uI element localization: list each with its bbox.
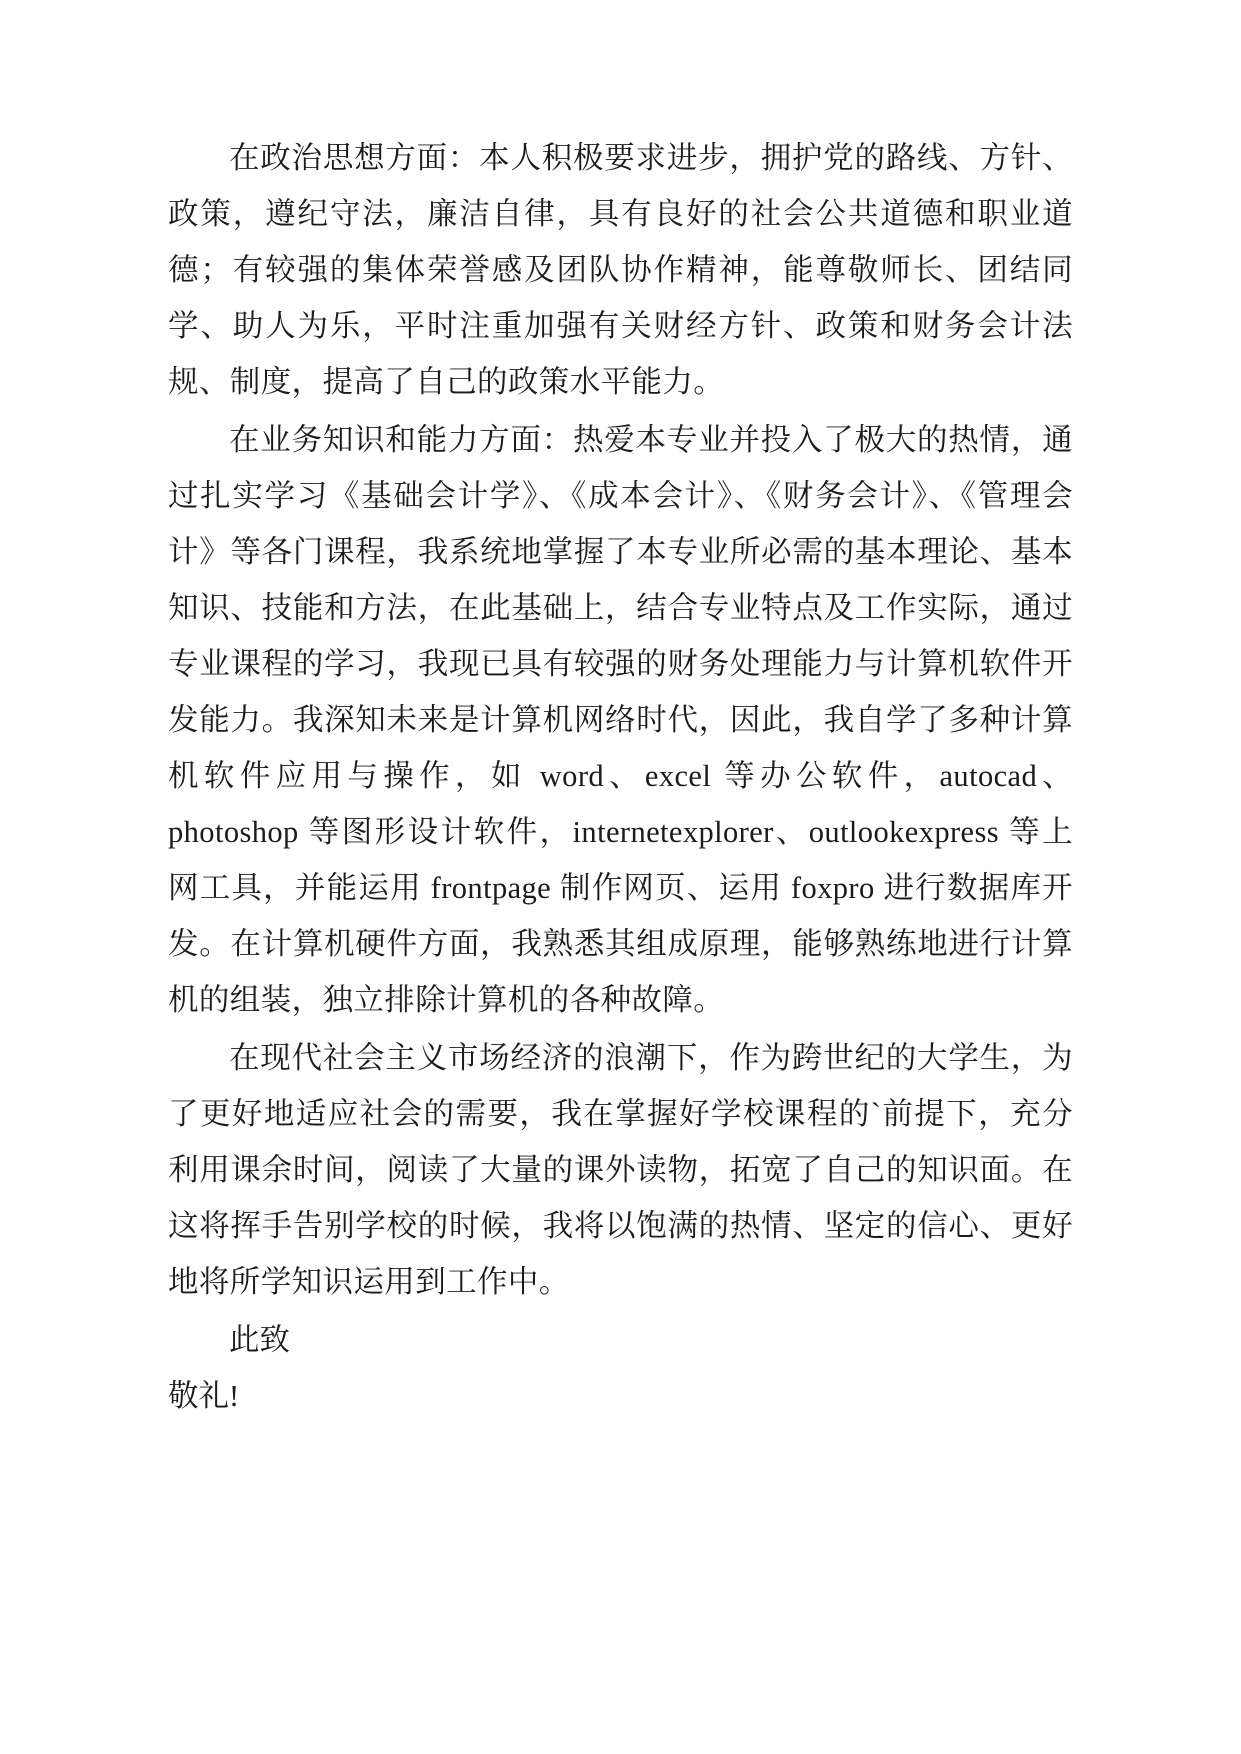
paragraph-social-economy: 在现代社会主义市场经济的浪潮下，作为跨世纪的大学生，为了更好地适应社会的需要，我在掌握好学校课程的`前提下，充分利用课余时间，阅读了大量的课外读物，拓宽了自己的知识面。在这将挥手告别学校的时候，我将以饱满的热情、坚定的信心、更好地将所学知识运用到工作中。 [168,1041,1073,1299]
closing-line-cizhi: 此致 [229,1323,290,1357]
paragraph-professional-knowledge: 在业务知识和能力方面：热爱本专业并投入了极大的热情，通过扎实学习《基础会计学》、《成本会计》、《财务会计》、《管理会计》等各门课程，我系统地掌握了本专业所必需的基本理论、基本知识、技能和方法，在此基础上，结合专业特点及工作实际，通过专业课程的学习，我现已具有较强的财务处理能力与计算机软件开发能力。我深知未来是计算机网络时代，因此，我自学了多种计算机软件应用与操作，如 word、excel 等办公软件，autocad、photoshop 等图形设计软件，internetexplorer、outlookexpress 等上网工具，并能运用 frontpage 制作网页、运用 foxpro 进行数据库开发。在计算机硬件方面，我熟悉其组成原理，能够熟练地进行计算机的组装，独立排除计算机的各种故障。 [168,423,1073,1017]
document-body [168,130,1073,1424]
closing-line-jingli: 敬礼! [168,1379,240,1413]
paragraph-political-thought: 在政治思想方面：本人积极要求进步，拥护党的路线、方针、政策，遵纪守法，廉洁自律，具有良好的社会公共道德和职业道德；有较强的集体荣誉感及团队协作精神，能尊敬师长、团结同学、助人为乐，平时注重加强有关财经方针、政策和财务会计法规、制度，提高了自己的政策水平能力。 [168,141,1073,399]
